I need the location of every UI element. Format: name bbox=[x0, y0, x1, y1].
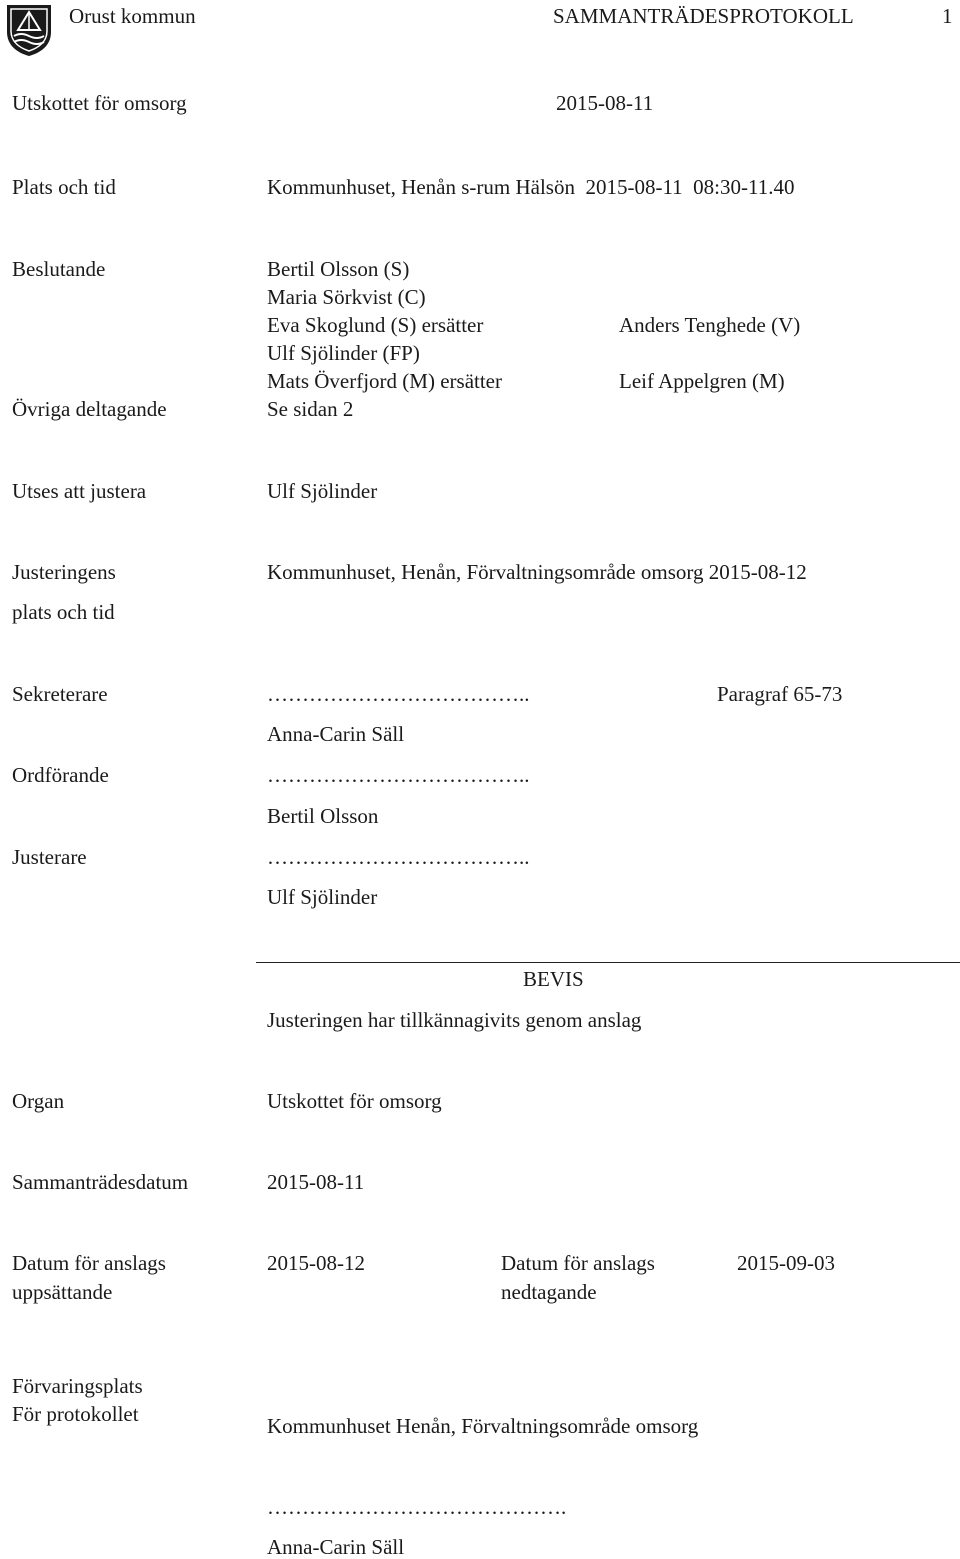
member-name: Maria Sörkvist (C) bbox=[267, 285, 426, 309]
organ-label: Organ bbox=[12, 1089, 65, 1113]
adjustment-value: Kommunhuset, Henån, Förvaltningsområde omsorg 2015-08-12 bbox=[267, 560, 807, 584]
municipality-name: Orust kommun bbox=[69, 4, 196, 28]
paragraph-range: Paragraf 65-73 bbox=[717, 682, 843, 706]
adjuster-label: Utses att justera bbox=[12, 479, 147, 503]
other-participants-label: Övriga deltagande bbox=[12, 397, 167, 421]
removed-date-label-line2: nedtagande bbox=[501, 1280, 597, 1304]
certificate-statement: Justeringen har tillkännagivits genom anslag bbox=[267, 1008, 642, 1032]
organ-value: Utskottet för omsorg bbox=[267, 1089, 442, 1113]
meeting-date-label: Sammanträdesdatum bbox=[12, 1170, 189, 1194]
posted-date-label-line2: uppsättande bbox=[12, 1280, 113, 1304]
place-value: Kommunhuset, Henån s-rum Hälsön 2015-08-11 08:30-11.40 bbox=[267, 175, 795, 199]
member-name: Mats Överfjord (M) ersätter bbox=[267, 369, 502, 393]
storage-value: Kommunhuset Henån, Förvaltningsområde omsorg bbox=[267, 1414, 699, 1438]
municipal-coat-of-arms-logo bbox=[4, 2, 54, 58]
storage-label: Förvaringsplats bbox=[12, 1374, 143, 1398]
other-participants-value: Se sidan 2 bbox=[267, 397, 354, 421]
adjuster-signature-line: ……………………………….. bbox=[267, 845, 530, 869]
decision-makers-label: Beslutande bbox=[12, 257, 106, 281]
chair-label: Ordförande bbox=[12, 763, 109, 787]
chair-signature-line: ……………………………….. bbox=[267, 763, 530, 787]
adjustment-label: Justeringens bbox=[12, 560, 116, 584]
meeting-date-value: 2015-08-11 bbox=[267, 1170, 365, 1194]
posted-date-label: Datum för anslags bbox=[12, 1251, 166, 1275]
certificate-signer-name: Anna-Carin Säll bbox=[267, 1535, 405, 1559]
place-label: Plats och tid bbox=[12, 175, 116, 199]
adjustment-label-line2: plats och tid bbox=[12, 600, 115, 624]
storage-label-line2: För protokollet bbox=[12, 1402, 139, 1426]
adjuster-signature-label: Justerare bbox=[12, 845, 87, 869]
member-name: Eva Skoglund (S) ersätter bbox=[267, 313, 484, 337]
document-type: SAMMANTRÄDESPROTOKOLL bbox=[553, 4, 854, 28]
meeting-date: 2015-08-11 bbox=[556, 91, 654, 115]
secretary-label: Sekreterare bbox=[12, 682, 108, 706]
certificate-title: BEVIS bbox=[523, 967, 584, 991]
replaced-member-name: Anders Tenghede (V) bbox=[619, 313, 801, 337]
member-name: Bertil Olsson (S) bbox=[267, 257, 410, 281]
committee-name: Utskottet för omsorg bbox=[12, 91, 187, 115]
member-name: Ulf Sjölinder (FP) bbox=[267, 341, 420, 365]
removed-date-label: Datum för anslags bbox=[501, 1251, 655, 1275]
adjuster-value: Ulf Sjölinder bbox=[267, 479, 378, 503]
certificate-signature-line: ……………………………………. bbox=[267, 1495, 567, 1519]
certificate-divider bbox=[256, 962, 960, 963]
secretary-name: Anna-Carin Säll bbox=[267, 722, 405, 746]
posted-date-value: 2015-08-12 bbox=[267, 1251, 365, 1275]
removed-date-value: 2015-09-03 bbox=[737, 1251, 835, 1275]
page-number: 1 bbox=[942, 4, 953, 28]
replaced-member-name: Leif Appelgren (M) bbox=[619, 369, 785, 393]
chair-name: Bertil Olsson bbox=[267, 804, 379, 828]
secretary-signature-line: ……………………………….. bbox=[267, 682, 530, 706]
adjuster-name: Ulf Sjölinder bbox=[267, 885, 378, 909]
